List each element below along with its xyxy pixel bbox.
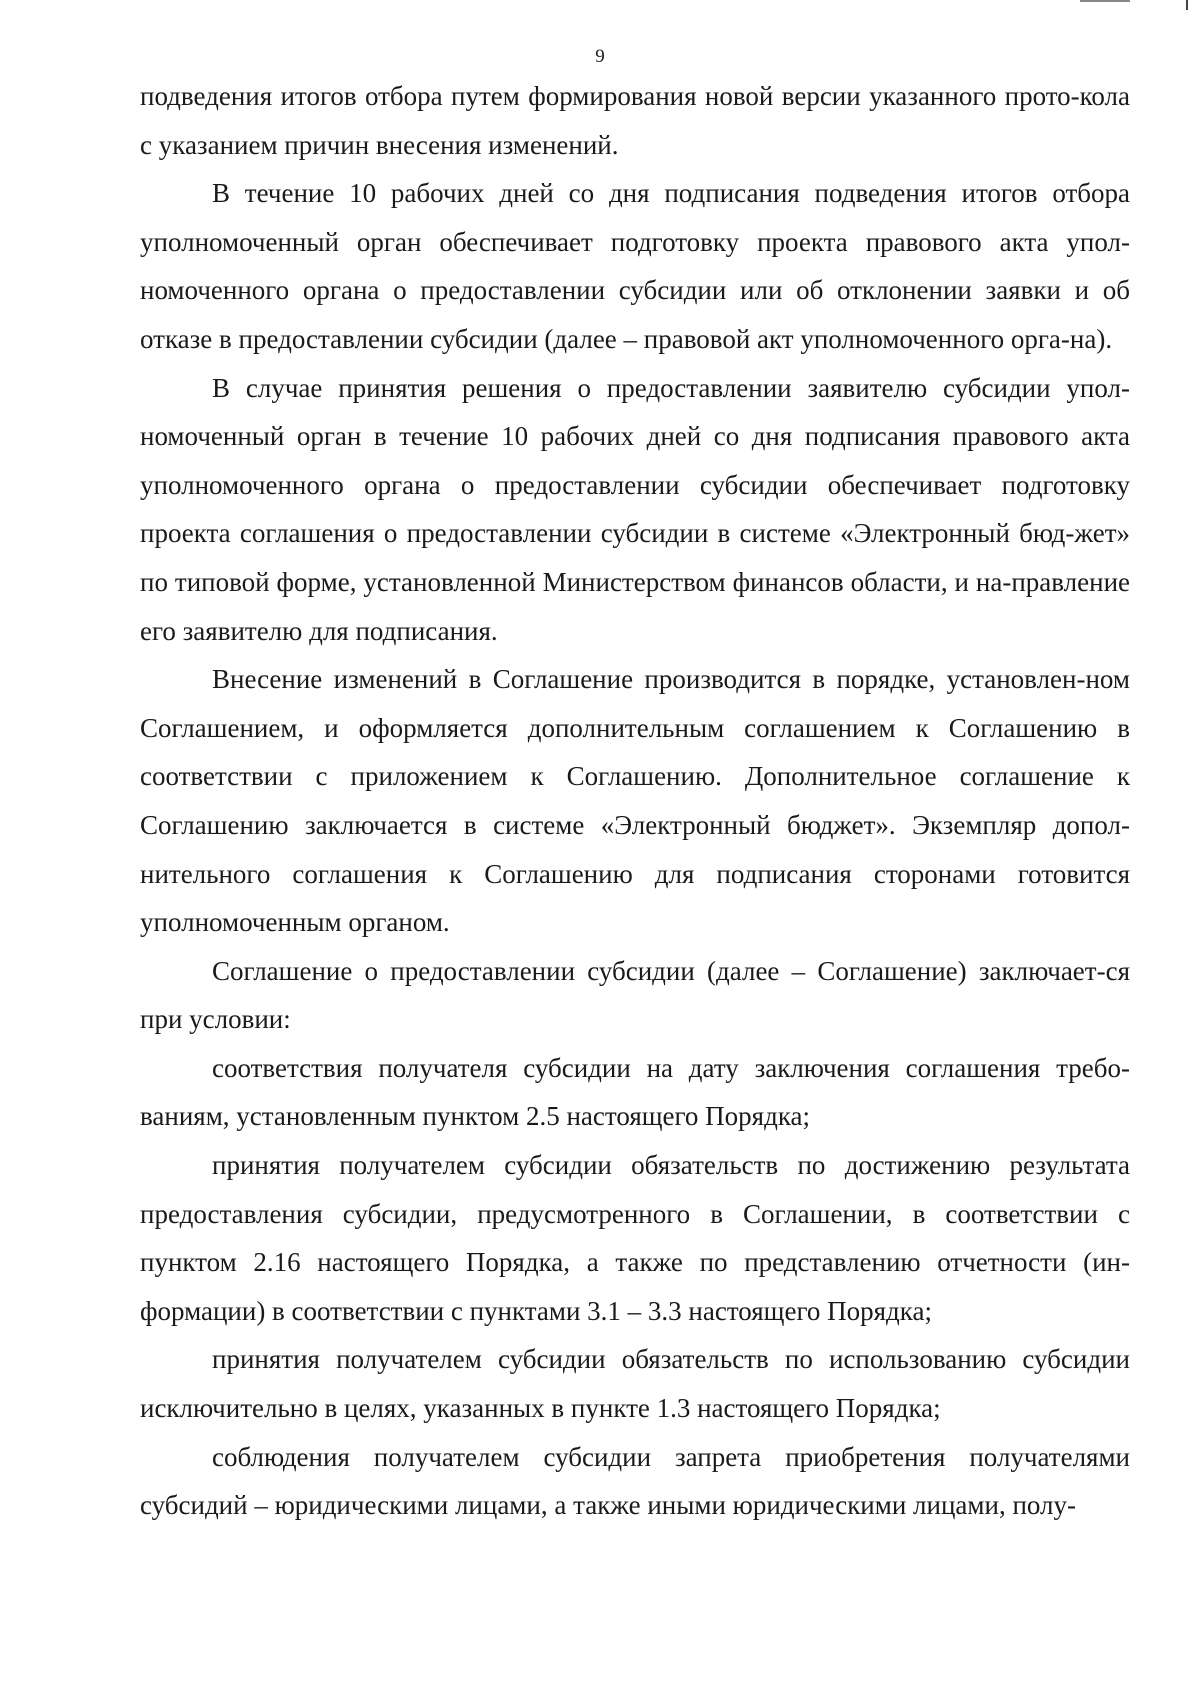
paragraph: Внесение изменений в Соглашение производится в порядке, установлен-ном Соглашением, и оформляется дополнительным соглашением к Соглашению в соответствии с приложением к Соглашению. Дополнительное соглашение к Соглашению заключается в системе «Электронный бюджет». Экземпляр допол-нительного соглашения к Соглашению для подписания сторонами готовится уполномоченным органом.: [140, 664, 1130, 938]
paragraph: Соглашение о предоставлении субсидии (далее – Соглашение) заключает-ся при условии:: [140, 955, 1130, 1035]
document-body: [140, 72, 1130, 1530]
list-item: принятия получателем субсидии обязательств по использованию субсидии исключительно в целях, указанных в пункте 1.3 настоящего Порядка;: [140, 1344, 1130, 1424]
paragraph: В течение 10 рабочих дней со дня подписания подведения итогов отбора уполномоченный орган обеспечивает подготовку проекта правового акта упол-номоченного органа о предоставлении субсидии или об отклонении заявки и об отказе в предоставлении субсидии (далее – правовой акт уполномоченного орга-на).: [140, 178, 1130, 354]
list-item: принятия получателем субсидии обязательств по достижению результата предоставления субсидии, предусмотренного в Соглашении, в соответствии с пунктом 2.16 настоящего Порядка, а также по представлению отчетности (ин-формации) в соответствии с пунктами 3.1 – 3.3 настоящего Порядка;: [140, 1150, 1130, 1326]
paragraph: В случае принятия решения о предоставлении заявителю субсидии упол-номоченный орган в течение 10 рабочих дней со дня подписания правового акта уполномоченного органа о предоставлении субсидии обеспечивает подготовку проекта соглашения о предоставлении субсидии в системе «Электронный бюд-жет» по типовой форме, установленной Министерством финансов области, и на-правление его заявителю для подписания.: [140, 372, 1130, 646]
page-number: 9: [595, 46, 605, 67]
scan-mark: [1080, 0, 1130, 2]
list-item: соответствия получателя субсидии на дату заключения соглашения требо-ваниям, установленным пунктом 2.5 настоящего Порядка;: [140, 1052, 1130, 1132]
paragraph-continuation: подведения итогов отбора путем формирования новой версии указанного прото-кола с указанием причин внесения изменений.: [140, 81, 1130, 160]
list-item: соблюдения получателем субсидии запрета приобретения получателями субсидий – юридическими лицами, а также иными юридическими лицами, полу-: [140, 1441, 1130, 1521]
scan-mark: [1186, 0, 1188, 10]
